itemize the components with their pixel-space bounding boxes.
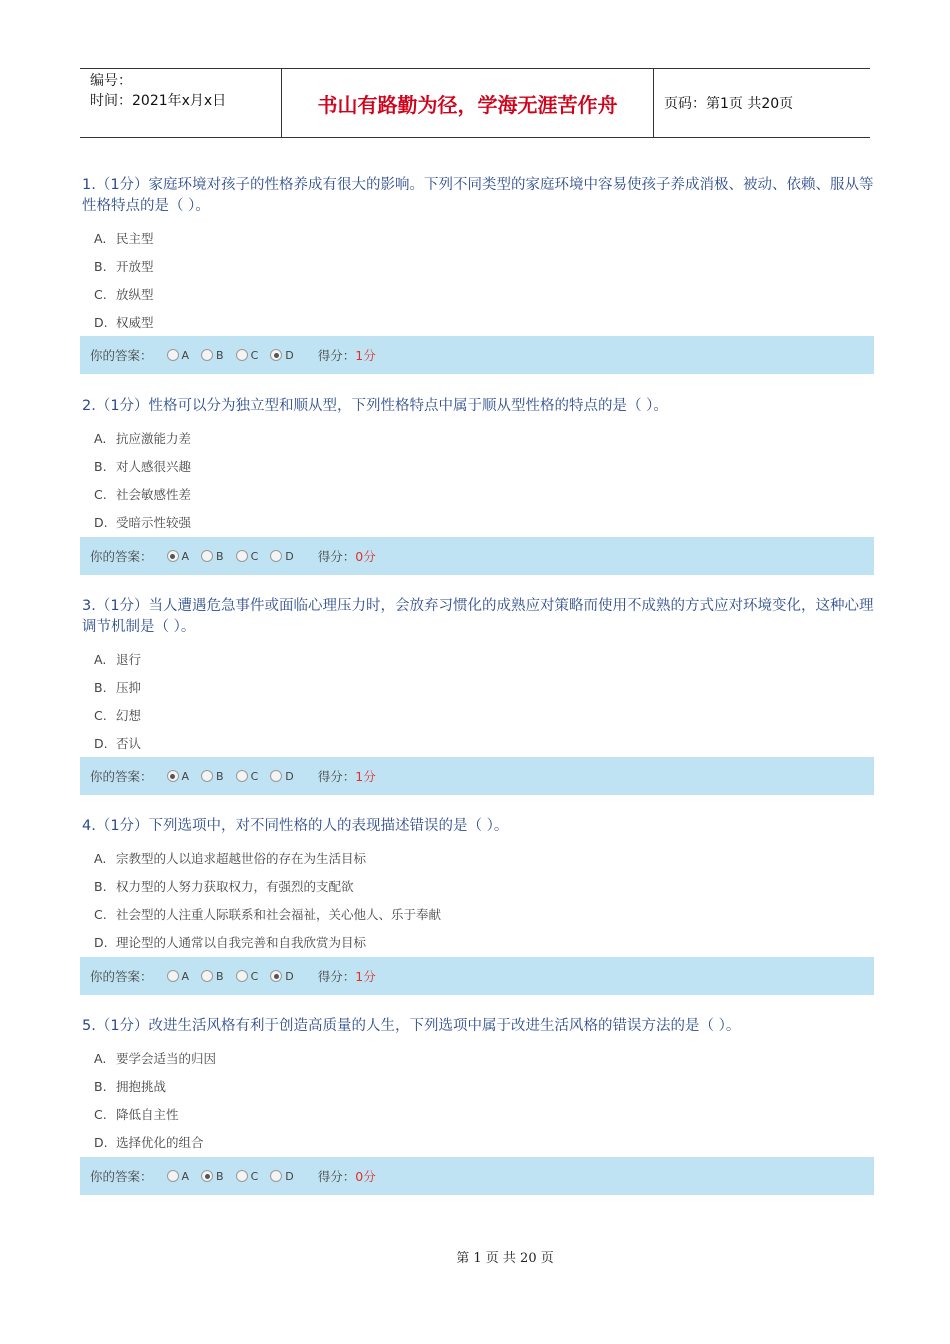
radio-label: A (181, 549, 190, 563)
options-list (80, 425, 874, 537)
score-value: 1分 (355, 769, 376, 784)
radio-circle-icon[interactable] (270, 550, 282, 562)
score-label: 得分： (317, 769, 356, 784)
score-label: 得分： (317, 549, 356, 564)
radio-circle-icon[interactable] (167, 1170, 179, 1182)
answer-radio-c[interactable] (236, 770, 259, 783)
answer-radio-b[interactable] (201, 349, 224, 362)
option-item (80, 845, 874, 873)
option-letter: A. (94, 652, 107, 667)
option-text: 社会敏感性差 (116, 487, 192, 502)
radio-circle-icon[interactable] (201, 1170, 213, 1182)
options-list (80, 845, 874, 957)
option-letter: D. (94, 515, 108, 530)
header-motto-cell (282, 69, 654, 137)
radio-circle-icon[interactable] (167, 770, 179, 782)
radio-circle-icon[interactable] (201, 770, 213, 782)
option-text: 拥抱挑战 (116, 1079, 167, 1094)
answer-radio-a[interactable] (167, 770, 190, 783)
radio-label: D (285, 549, 294, 563)
answer-radio-b[interactable] (201, 1170, 224, 1183)
option-letter: B. (94, 459, 107, 474)
option-item (80, 1045, 874, 1073)
option-letter: D. (94, 315, 108, 330)
question-block (80, 1016, 874, 1184)
radio-circle-icon[interactable] (270, 970, 282, 982)
radio-label: B (216, 549, 224, 563)
answer-radio-d[interactable] (270, 970, 293, 983)
question-text: 1.（1分）家庭环境对孩子的性格养成有很大的影响。下列不同类型的家庭环境中容易使孩子养成消极、被动、依赖、服从等性格特点的是（ ）。 (82, 177, 874, 214)
option-item (80, 873, 874, 901)
option-item (80, 453, 874, 481)
option-text: 放纵型 (116, 287, 154, 302)
option-item (80, 901, 874, 929)
option-text: 退行 (116, 652, 142, 667)
answer-label: 你的答案： (90, 549, 153, 564)
option-letter: C. (94, 287, 107, 302)
answer-radio-a[interactable] (167, 970, 190, 983)
answer-radio-a[interactable] (167, 349, 190, 362)
radio-label: B (216, 769, 224, 783)
option-letter: B. (94, 879, 107, 894)
radio-circle-icon[interactable] (270, 349, 282, 361)
answer-label: 你的答案： (90, 1169, 153, 1184)
answer-radio-c[interactable] (236, 1170, 259, 1183)
question-text: 5.（1分）改进生活风格有利于创造高质量的人生，下列选项中属于改进生活风格的错误方法的是（ ）。 (82, 1018, 741, 1034)
radio-label: A (181, 1169, 190, 1183)
option-letter: C. (94, 487, 107, 502)
option-text: 受暗示性较强 (116, 515, 192, 530)
time-label: 时间：2021年x月x日 (90, 93, 227, 109)
radio-label: A (181, 969, 190, 983)
option-letter: A. (94, 851, 107, 866)
radio-circle-icon[interactable] (236, 550, 248, 562)
question-text: 4.（1分）下列选项中，对不同性格的人的表现描述错误的是（ ）。 (82, 818, 509, 834)
option-text: 民主型 (116, 231, 154, 246)
answer-radio-a[interactable] (167, 550, 190, 563)
option-text: 抗应激能力差 (116, 431, 192, 446)
question-block (80, 396, 874, 564)
answer-radio-b[interactable] (201, 770, 224, 783)
answer-bar (80, 537, 874, 575)
option-item (80, 674, 874, 702)
radio-label: D (285, 1169, 294, 1183)
radio-label: C (250, 769, 259, 783)
option-item (80, 309, 874, 337)
radio-circle-icon[interactable] (167, 349, 179, 361)
header-meta-cell (80, 69, 282, 137)
answer-radio-c[interactable] (236, 550, 259, 563)
option-letter: A. (94, 231, 107, 246)
radio-label: A (181, 348, 190, 362)
answer-radio-c[interactable] (236, 970, 259, 983)
option-text: 压抑 (116, 680, 142, 695)
radio-circle-icon[interactable] (236, 970, 248, 982)
option-text: 社会型的人注重人际联系和社会福祉，关心他人、乐于奉献 (116, 907, 442, 922)
score-value: 1分 (355, 969, 376, 984)
answer-label: 你的答案： (90, 769, 153, 784)
radio-label: C (250, 969, 259, 983)
answer-bar (80, 757, 874, 795)
radio-label: B (216, 1169, 224, 1183)
answer-radio-d[interactable] (270, 550, 293, 563)
radio-circle-icon[interactable] (201, 550, 213, 562)
answer-label: 你的答案： (90, 348, 153, 363)
option-text: 宗教型的人以追求超越世俗的存在为生活目标 (116, 851, 367, 866)
question-block (80, 816, 874, 984)
option-text: 要学会适当的归因 (116, 1051, 217, 1066)
radio-label: B (216, 348, 224, 362)
document-header (80, 68, 870, 138)
score-label: 得分： (317, 969, 356, 984)
score-value: 1分 (355, 348, 376, 363)
option-text: 权力型的人努力获取权力，有强烈的支配欲 (116, 879, 354, 894)
radio-circle-icon[interactable] (270, 1170, 282, 1182)
option-item (80, 646, 874, 674)
radio-label: C (250, 348, 259, 362)
option-letter: C. (94, 1107, 107, 1122)
page-info: 页码：第1页 共20页 (664, 96, 794, 112)
option-text: 权威型 (116, 315, 154, 330)
question-text: 2.（1分）性格可以分为独立型和顺从型，下列性格特点中属于顺从型性格的特点的是（ ）。 (82, 398, 668, 414)
option-item (80, 253, 874, 281)
radio-circle-icon[interactable] (201, 349, 213, 361)
answer-radio-b[interactable] (201, 970, 224, 983)
radio-label: C (250, 1169, 259, 1183)
option-item (80, 481, 874, 509)
score-label: 得分： (317, 348, 356, 363)
option-letter: A. (94, 1051, 107, 1066)
radio-circle-icon[interactable] (236, 770, 248, 782)
answer-radio-b[interactable] (201, 550, 224, 563)
option-item (80, 509, 874, 537)
option-text: 否认 (116, 736, 142, 751)
option-letter: D. (94, 736, 108, 751)
option-text: 开放型 (116, 259, 154, 274)
options-list (80, 1045, 874, 1157)
score-display (318, 967, 376, 985)
option-text: 理论型的人通常以自我完善和自我欣赏为目标 (116, 935, 367, 950)
answer-label: 你的答案： (90, 969, 153, 984)
answer-bar (80, 957, 874, 995)
option-letter: D. (94, 1135, 108, 1150)
question-text: 3.（1分）当人遭遇危急事件或面临心理压力时，会放弃习惯化的成熟应对策略而使用不成熟的方式应对环境变化，这种心理调节机制是（ ）。 (82, 598, 874, 635)
number-label: 编号： (90, 73, 132, 89)
option-letter: A. (94, 431, 107, 446)
radio-label: D (285, 769, 294, 783)
option-item (80, 1101, 874, 1129)
option-item (80, 730, 874, 758)
answer-radio-a[interactable] (167, 1170, 190, 1183)
radio-label: D (285, 348, 294, 362)
answer-bar (80, 336, 874, 374)
radio-circle-icon[interactable] (236, 1170, 248, 1182)
option-letter: C. (94, 708, 107, 723)
radio-label: C (250, 549, 259, 563)
option-letter: C. (94, 907, 107, 922)
option-letter: D. (94, 935, 108, 950)
answer-radio-d[interactable] (270, 1170, 293, 1183)
options-list (80, 646, 874, 758)
option-letter: B. (94, 680, 107, 695)
score-label: 得分： (317, 1169, 356, 1184)
radio-label: A (181, 769, 190, 783)
options-list (80, 225, 874, 337)
answer-radio-d[interactable] (270, 349, 293, 362)
answer-bar (80, 1157, 874, 1195)
radio-circle-icon[interactable] (270, 770, 282, 782)
answer-radio-c[interactable] (236, 349, 259, 362)
option-item (80, 929, 874, 957)
header-page-cell (654, 69, 870, 137)
score-display (318, 767, 376, 785)
score-display (318, 346, 376, 364)
option-item (80, 1129, 874, 1157)
option-letter: B. (94, 1079, 107, 1094)
radio-circle-icon[interactable] (167, 970, 179, 982)
radio-label: D (285, 969, 294, 983)
radio-circle-icon[interactable] (201, 970, 213, 982)
option-item (80, 702, 874, 730)
option-text: 对人感很兴趣 (116, 459, 192, 474)
page-footer: 第 1 页 共 20 页 (456, 1251, 554, 1266)
radio-circle-icon[interactable] (236, 349, 248, 361)
option-text: 幻想 (116, 708, 142, 723)
question-block (80, 175, 874, 363)
option-item (80, 281, 874, 309)
score-value: 0分 (355, 549, 376, 564)
option-item (80, 225, 874, 253)
score-value: 0分 (355, 1169, 376, 1184)
score-display (318, 547, 376, 565)
option-letter: B. (94, 259, 107, 274)
question-block (80, 596, 874, 784)
radio-circle-icon[interactable] (167, 550, 179, 562)
radio-label: B (216, 969, 224, 983)
score-display (318, 1167, 376, 1185)
option-text: 选择优化的组合 (116, 1135, 204, 1150)
motto-text: 书山有路勤为径，学海无涯苦作舟 (317, 92, 618, 117)
option-item (80, 425, 874, 453)
option-item (80, 1073, 874, 1101)
answer-radio-d[interactable] (270, 770, 293, 783)
option-text: 降低自主性 (116, 1107, 179, 1122)
